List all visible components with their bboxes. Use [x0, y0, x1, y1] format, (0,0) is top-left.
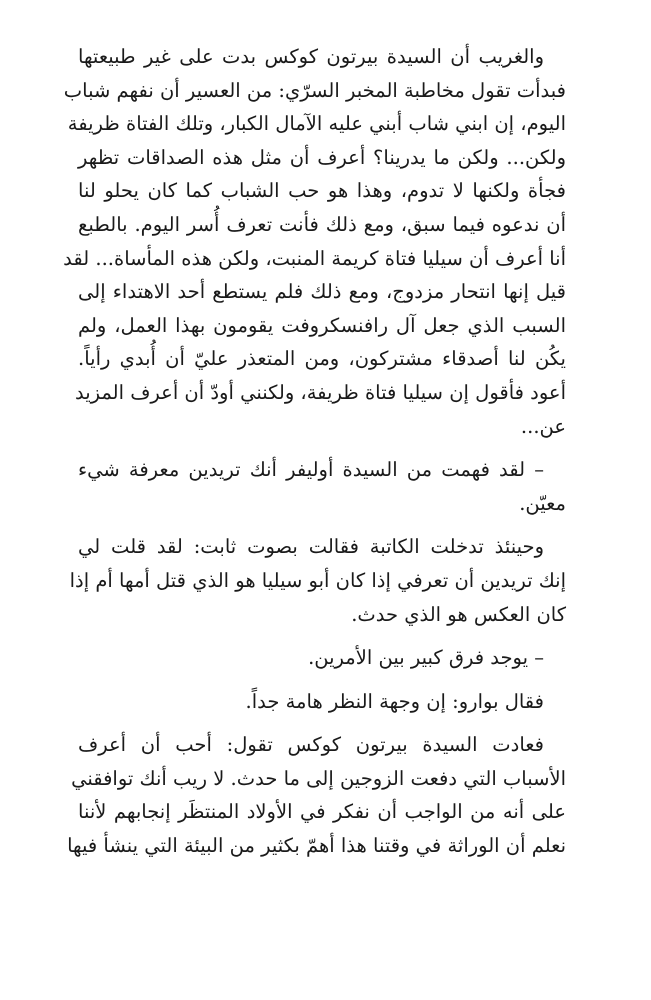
text-line: قيل إنها انتحار مزدوج، ومع ذلك فلم يستطع أحد الاهتداء إلى — [78, 280, 566, 304]
text-line: إنك تريدين أن تعرفي إذا كان أبو سيليا هو الذي قتل أمها أم إذا — [69, 568, 566, 592]
paragraph-3 — [69, 530, 566, 631]
paragraph-1 — [63, 40, 566, 443]
text-line: نعلم أن الوراثة في وقتنا هذا أهمّ بكثير من البيئة التي ينشأ فيها — [67, 834, 566, 858]
text-line: يكُن لنا أصدقاء مشتركون، ومن المتعذر عليّ أن أُبدي رأياً. — [78, 347, 566, 371]
text-line: ولكن... ولكن ما يدرينا؟ أعرف أن مثل هذه الصداقات تظهر — [78, 145, 566, 169]
text-line: على أنه من الواجب أن نفكر في الأولاد المنتظَر إنجابهم لأننا — [78, 800, 566, 824]
paragraph-gap — [78, 675, 566, 685]
text-line: فعادت السيدة بيرتون كوكس تقول: أحب أن أعرف — [78, 733, 544, 757]
book-page — [63, 40, 566, 863]
paragraph-gap — [78, 443, 566, 453]
text-line: عن... — [520, 414, 566, 438]
text-line: والغريب أن السيدة بيرتون كوكس بدت على غير طبيعتها — [78, 45, 544, 68]
text-line: أن ندعوه فيما سبق، ومع ذلك فأنت تعرف أُسر اليوم. بالطبع — [78, 212, 566, 236]
paragraph-6 — [67, 728, 566, 862]
text-line: السبب الذي جعل آل رافنسكروفت يقومون بهذا العمل، ولم — [78, 313, 566, 337]
paragraph-4 — [78, 641, 566, 675]
text-line: فجأة ولكنها لا تدوم، وهذا هو حب الشباب كما كان يحلو لنا — [78, 179, 566, 203]
text-line: أعود فأقول إن سيليا فتاة ظريفة، ولكنني أودّ أن أعرف المزيد — [74, 380, 566, 404]
paragraph-gap — [78, 520, 566, 530]
text-line: – لقد فهمت من السيدة أوليفر أنك تريدين معرفة شيء — [78, 458, 544, 482]
text-line: كان العكس هو الذي حدث. — [351, 602, 566, 626]
text-line: معيّن. — [519, 491, 566, 515]
paragraph-gap — [78, 631, 566, 641]
paragraph-gap — [78, 718, 566, 728]
paragraph-5 — [78, 685, 566, 719]
text-line: أنا أعرف أن سيليا فتاة كريمة المنبت، ولكن هذه المأساة... لقد — [63, 246, 566, 270]
text-line: – يوجد فرق كبير بين الأمرين. — [308, 646, 544, 670]
text-line: فقال بوارو: إن وجهة النظر هامة جداً. — [245, 689, 544, 713]
text-line: فبدأت تقول مخاطبة المخبر السرّي: من العسير أن نفهم شباب — [63, 78, 566, 102]
text-line: اليوم، إن ابني شاب أبني عليه الآمال الكبار، وتلك الفتاة ظريفة — [67, 112, 566, 136]
paragraph-2 — [78, 453, 566, 520]
text-line: الأسباب التي دفعت الزوجين إلى ما حدث. لا ريب أنك توافقني — [71, 766, 566, 790]
text-line: وحينئذ تدخلت الكاتبة فقالت بصوت ثابت: لقد قلت لي — [78, 535, 544, 559]
